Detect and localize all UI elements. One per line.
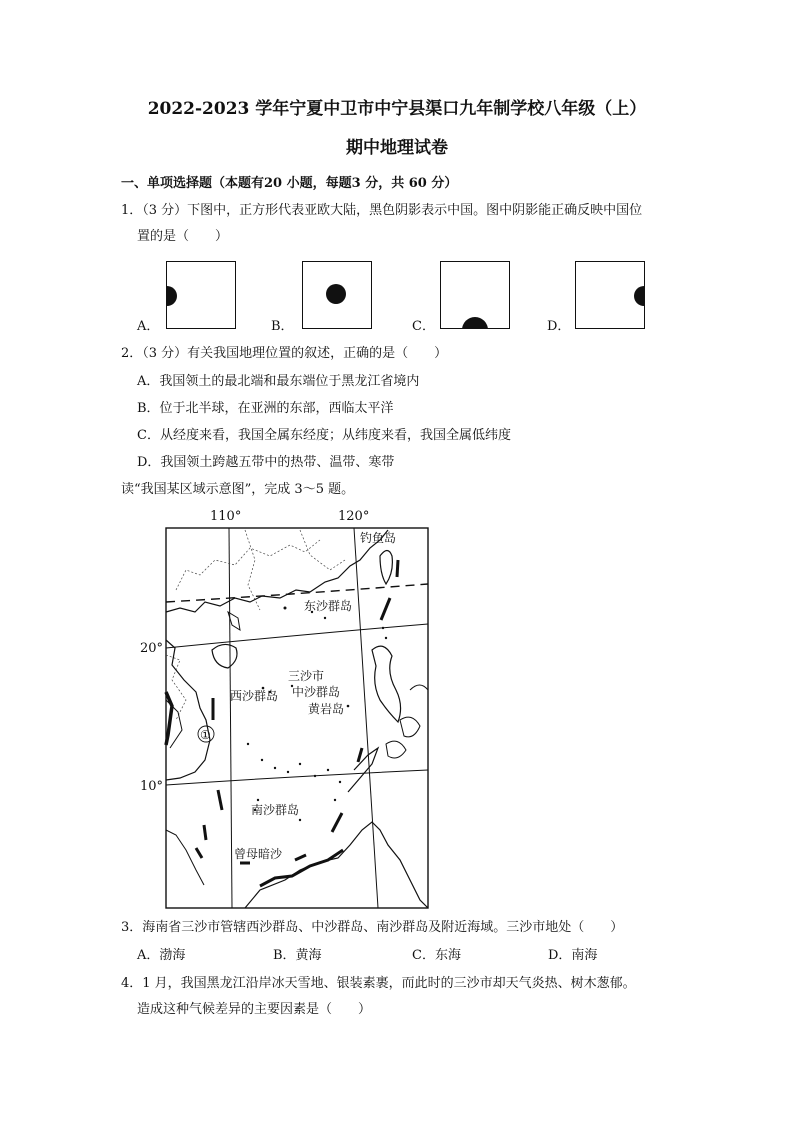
label-nansha: 南沙群岛 xyxy=(251,803,300,817)
label-sansha: 三沙市 xyxy=(288,669,325,683)
page-subtitle: 期中地理试卷 xyxy=(346,138,448,158)
question-2-option-b[interactable]: B．位于北半球，在亚洲的东部，西临太平洋 xyxy=(137,401,394,416)
label-diaoyu: 钓鱼岛 xyxy=(360,531,397,545)
label-zengmu: 曾母暗沙 xyxy=(234,847,283,861)
label-zhongsha: 中沙群岛 xyxy=(292,685,341,699)
lon-label-120: 120° xyxy=(338,509,370,524)
lon-label-110: 110° xyxy=(210,509,242,524)
label-marker-1: ① xyxy=(200,728,211,742)
question-4-stem: 4．1 月，我国黑龙江沿岸冰天雪地、银装素裹，而此时的三沙市却天气炎热、树木葱郁。 xyxy=(121,976,636,991)
question-4-stem-cont: 造成这种气候差异的主要因素是（ ） xyxy=(137,1002,372,1017)
lat-label-20: 20° xyxy=(140,641,164,656)
question-2-option-d[interactable]: D．我国领土跨越五带中的热带、温带、寒带 xyxy=(137,455,395,470)
question-1-stem-cont: 置的是（ ） xyxy=(137,229,229,244)
question-3-option-a[interactable]: A．渤海 xyxy=(137,948,186,963)
option-c-label[interactable]: C． xyxy=(412,319,435,334)
question-2-stem: 2．（3 分）有关我国地理位置的叙述，正确的是（ ） xyxy=(121,346,448,361)
question-3-stem: 3．海南省三沙市管辖西沙群岛、中沙群岛、南沙群岛及附近海域。三沙市地处（ ） xyxy=(121,920,624,935)
label-dongsha: 东沙群岛 xyxy=(304,599,353,613)
section-heading: 一、单项选择题（本题有20 小题，每题3 分，共 60 分） xyxy=(121,176,458,191)
question-3-option-b[interactable]: B．黄海 xyxy=(273,948,322,963)
label-huangyan: 黄岩岛 xyxy=(308,702,345,716)
question-1-stem: 1．（3 分）下图中，正方形代表亚欧大陆，黑色阴影表示中国。图中阴影能正确反映中国位 xyxy=(121,203,643,218)
label-xisha: 西沙群岛 xyxy=(230,689,279,703)
question-3-option-d[interactable]: D．南海 xyxy=(548,948,598,963)
option-a-label[interactable]: A． xyxy=(137,319,160,334)
question-2-option-c[interactable]: C．从经度来看，我国全属东经度；从纬度来看，我国全属低纬度 xyxy=(137,428,511,443)
option-b-label[interactable]: B． xyxy=(271,319,294,334)
page-title: 2022-2023 学年宁夏中卫市中宁县渠口九年制学校八年级（上） xyxy=(147,99,647,119)
lat-label-10: 10° xyxy=(140,779,164,794)
question-2-option-a[interactable]: A．我国领土的最北端和最东端位于黑龙江省境内 xyxy=(137,374,420,389)
question-3-option-c[interactable]: C．东海 xyxy=(412,948,461,963)
option-d-label[interactable]: D． xyxy=(547,319,571,334)
reading-prompt: 读“我国某区域示意图”，完成 3～5 题。 xyxy=(121,482,355,497)
